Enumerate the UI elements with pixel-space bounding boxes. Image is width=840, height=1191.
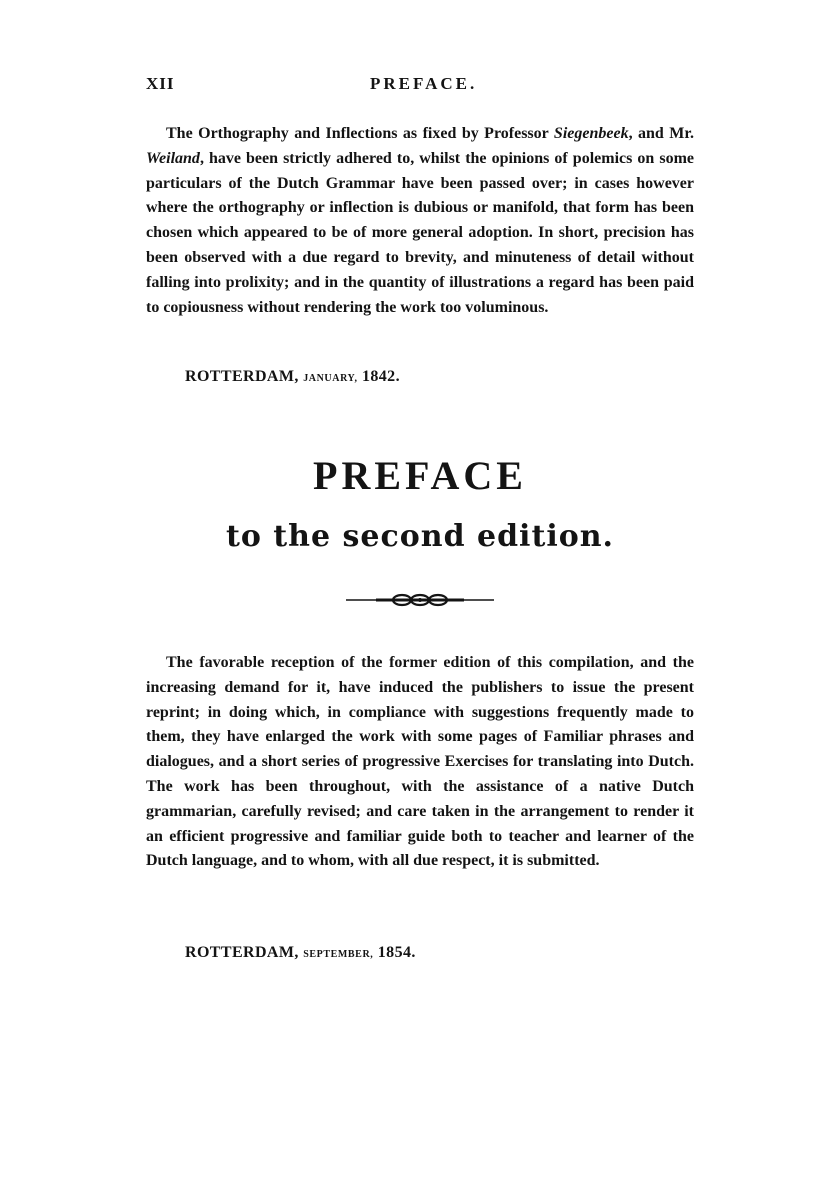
preface-paragraph-second-edition — [146, 651, 694, 874]
name-weiland: Weiland — [146, 149, 200, 167]
signature-year: 1854. — [377, 944, 416, 961]
text-segment: The Orthography and Inflections as fixed by Professor — [166, 125, 554, 142]
signature-month: SEPTEMBER, — [303, 949, 374, 960]
page-number: XII — [146, 74, 175, 93]
name-siegenbeek: Siegenbeek — [553, 125, 629, 142]
running-head: PREFACE. — [370, 74, 478, 93]
signature-place: ROTTERDAM, — [185, 368, 299, 385]
text-segment: The favorable reception of the former edition of this compilation, and the increasing demand for it, have induced the publishers to issue the present reprint; in doing which, in compliance with suggestions frequently made to them, they have enlarged the work with some pages of Familiar phrases and dialogues, and a short series of progressive Exercises for translating into Dutch. The work has been throughout, with the assistance of a native Dutch grammarian, carefully revised; and care taken in the arrangement to render it an efficient progressive and familiar guide both to teacher and learner of the Dutch language, and to whom, with all due respect, it is submitted. — [146, 654, 694, 870]
section-title: PREFACE — [313, 453, 527, 498]
signature-first-edition — [185, 368, 400, 386]
page-header — [146, 74, 694, 100]
text-segment: , and Mr. — [628, 125, 695, 142]
signature-place: ROTTERDAM, — [185, 944, 299, 961]
ornamental-divider-icon — [346, 592, 494, 608]
signature-year: 1842. — [361, 368, 400, 385]
text-segment: , have been strictly adhered to, whilst the opinions of polemics on some particulars of the Dutch Grammar have been passed over; in cases however where the orthography or inflection is dubious or manifold, that form has been chosen which appeared to be of more general adoption. In short, precision has been observed with a due regard to brevity, and minuteness of detail without falling into prolixity; and in the quantity of illustrations a regard has been paid to copiousness without rendering the work too voluminous. — [146, 149, 694, 316]
preface-paragraph-first-edition — [146, 122, 694, 320]
signature-second-edition — [185, 944, 416, 962]
signature-month: JANUARY, — [303, 373, 358, 384]
section-subtitle: to the second edition. — [226, 519, 614, 554]
